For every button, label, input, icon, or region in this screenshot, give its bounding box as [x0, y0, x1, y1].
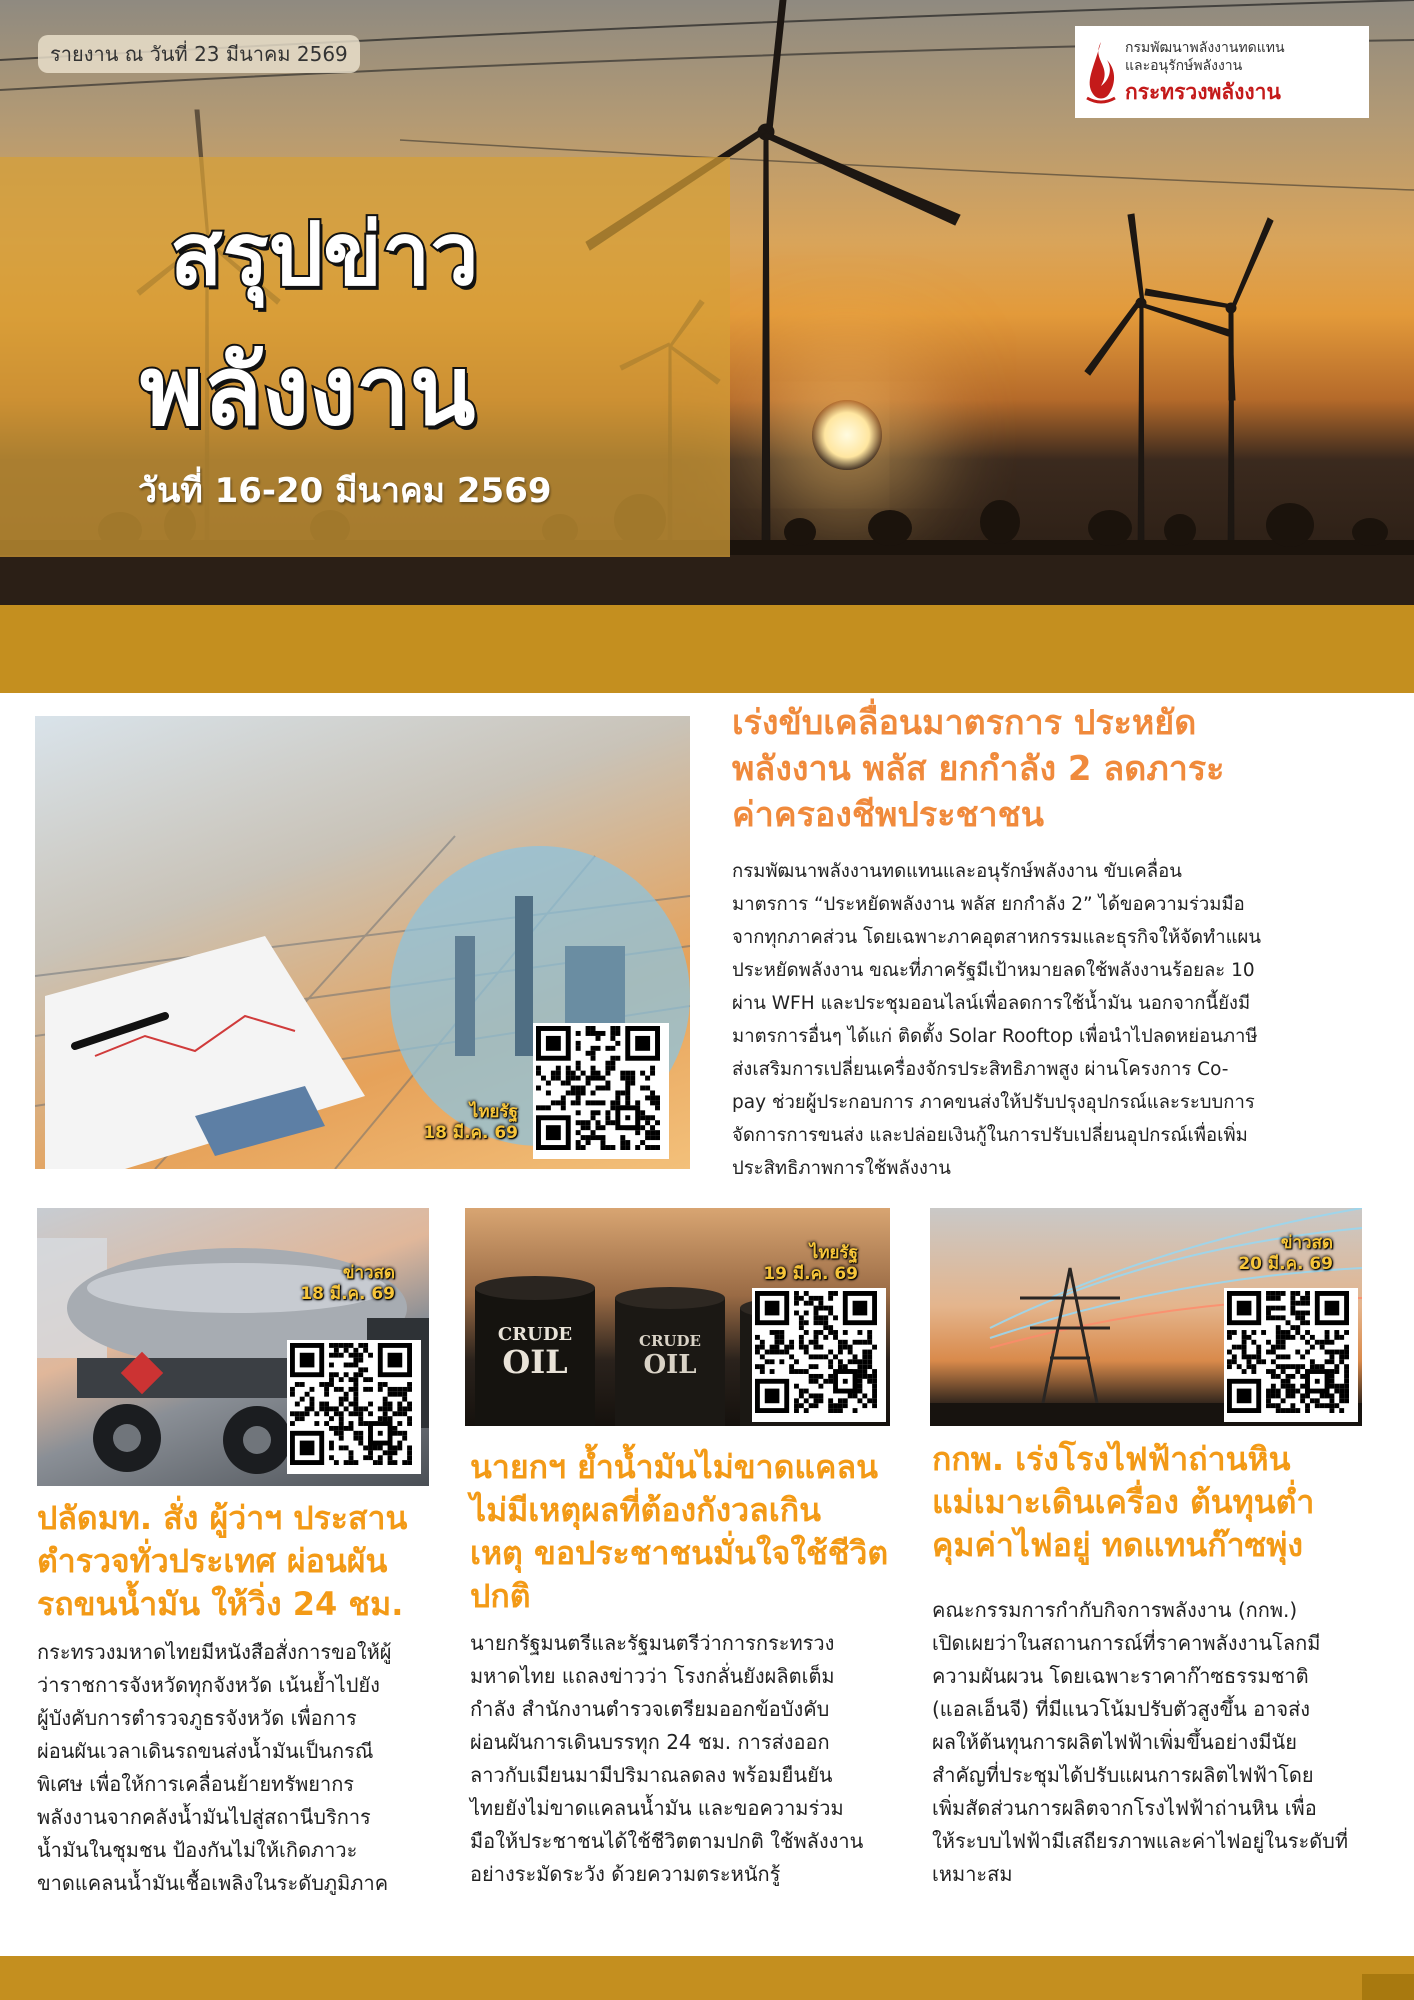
article2-headline-line: ปลัดมท. สั่ง ผู้ว่าฯ ประสาน	[37, 1499, 408, 1537]
article1-body-line: มาตรการอื่นๆ ได้แก่ ติดตั้ง Solar Rooftop เพื่อนำไปลดหย่อนภาษี	[732, 1026, 1258, 1047]
article2-source-name: ข่าวสด	[342, 1263, 395, 1283]
article1-body-line: ประหยัดพลังงาน ขณะที่ภาครัฐมีเป้าหมายลดใช้พลังงานร้อยละ 10	[732, 960, 1255, 981]
field-ground	[0, 555, 1414, 605]
article4-headline-line: คุมค่าไฟอยู่ ทดแทนก๊าซพุ่ง	[932, 1526, 1303, 1564]
flame-emblem-icon	[1083, 40, 1119, 106]
article2-body-line: ว่าราชการจังหวัดทุกจังหวัด เน้นย้ำไปยัง	[37, 1673, 380, 1697]
article1-body-line: กรมพัฒนาพลังงานทดแทนและอนุรักษ์พลังงาน ขับเคลื่อน	[732, 861, 1182, 882]
article4-body-line: (แอลเอ็นจี) ที่มีแนวโน้มปรับตัวสูงขึ้น อาจส่ง	[932, 1697, 1311, 1721]
logo-line3: กระทรวงพลังงาน	[1125, 80, 1281, 104]
article4-body-line: สำคัญที่ประชุมได้ปรับแผนการผลิตไฟฟ้าโดย	[932, 1763, 1314, 1787]
article4-body-line: ให้ระบบไฟฟ้ามีเสถียรภาพและค่าไฟอยู่ในระดับที่	[932, 1829, 1349, 1853]
article2-body	[37, 1636, 437, 1900]
article1-source-date: 18 มี.ค. 69	[423, 1123, 518, 1143]
article1-body-line: จากทุกภาคส่วน โดยเฉพาะภาคอุตสาหกรรมและธุรกิจให้จัดทำแผน	[732, 927, 1261, 948]
accent-band	[0, 605, 1414, 693]
article4-body	[932, 1594, 1362, 1891]
article4-body-line: คณะกรรมการกำกับกิจการพลังงาน (กกพ.)	[932, 1598, 1298, 1622]
article3-headline	[470, 1446, 890, 1618]
article3-qr-code[interactable]	[752, 1288, 886, 1422]
article1-body	[732, 855, 1372, 1185]
article3-body-line: มหาดไทย แถลงข่าวว่า โรงกลั่นยังผลิตเต็ม	[470, 1664, 835, 1688]
report-date-badge: รายงาน ณ วันที่ 23 มีนาคม 2569	[38, 35, 360, 73]
article4-source	[1215, 1233, 1333, 1275]
article3-body-line: ผ่อนผันการเดินบรรทุก 24 ชม. การส่งออก	[470, 1730, 830, 1754]
article1-qr-code[interactable]	[533, 1023, 669, 1159]
barrel-label: OIL	[502, 1343, 568, 1381]
logo-line1: กรมพัฒนาพลังงานทดแทน	[1125, 40, 1285, 56]
article3-source-date: 19 มี.ค. 69	[763, 1264, 858, 1284]
article2-headline-line: รถขนน้ำมัน ให้วิ่ง 24 ชม.	[37, 1585, 404, 1623]
article1-body-line: มาตรการ “ประหยัดพลังงาน พลัส ยกกำลัง 2” ได้ขอความร่วมมือ	[732, 894, 1245, 915]
footer-corner-block	[1362, 1974, 1414, 2000]
article1-body-line: ประสิทธิภาพการใช้พลังงาน	[732, 1158, 951, 1179]
article4-body-line: ผลให้ต้นทุนการผลิตไฟฟ้าเพิ่มขึ้นอย่างมีนัย	[932, 1730, 1297, 1754]
article1-body-line: ผ่าน WFH และประชุมออนไลน์เพื่อลดการใช้น้ำมัน นอกจากนี้ยังมี	[732, 993, 1251, 1014]
article3-body-line: ไทยยังไม่ขาดแคลนน้ำมัน และขอความร่วม	[470, 1796, 844, 1820]
article3-body-line: ลาวกับเมียนมามีปริมาณลดลง พร้อมยืนยัน	[470, 1763, 833, 1787]
date-range: วันที่ 16-20 มีนาคม 2569	[138, 471, 552, 511]
article3-source	[740, 1243, 858, 1285]
barrel-label: CRUDE	[639, 1332, 701, 1350]
article2-body-line: ขาดแคลนน้ำมันเชื้อเพลิงในระดับภูมิภาค	[37, 1871, 389, 1895]
article4-body-line: เพิ่มสัดส่วนการผลิตจากโรงไฟฟ้าถ่านหิน เพื่อ	[932, 1796, 1317, 1820]
qr-code-icon	[755, 1291, 877, 1413]
barrel-label: CRUDE	[497, 1324, 573, 1345]
article3-body-line: มือให้ประชาชนได้ใช้ชีวิตตามปกติ ใช้พลังงาน	[470, 1829, 864, 1853]
article3-body-line: กำลัง สำนักงานตำรวจเตรียมออกข้อบังคับ	[470, 1697, 830, 1721]
article2-body-line: น้ำมันในชุมชน ป้องกันไม่ให้เกิดภาวะ	[37, 1838, 358, 1862]
article2-qr-code[interactable]	[287, 1340, 421, 1474]
article3-source-name: ไทยรัฐ	[809, 1243, 858, 1263]
article3-body-line: อย่างระมัดระวัง ด้วยความตระหนักรู้	[470, 1862, 781, 1886]
article2-source	[280, 1263, 395, 1305]
article4-body-line: เหมาะสม	[932, 1862, 1013, 1886]
article2-body-line: พิเศษ เพื่อให้การเคลื่อนย้ายทรัพยากร	[37, 1772, 355, 1796]
article2-body-line: พลังงานจากคลังน้ำมันไปสู่สถานีบริการ	[37, 1805, 371, 1829]
article3-body	[470, 1627, 890, 1891]
page-title-line2: พลังงาน	[140, 335, 476, 447]
article1-source-name: ไทยรัฐ	[469, 1102, 518, 1122]
article3-headline-line: ปกติ	[470, 1577, 531, 1615]
article4-body-line: เปิดเผยว่าในสถานการณ์ที่ราคาพลังงานโลกมี	[932, 1631, 1321, 1655]
barrel-label: OIL	[643, 1350, 697, 1380]
article4-qr-code[interactable]	[1224, 1288, 1358, 1422]
article1-body-line: ส่งเสริมการเปลี่ยนเครื่องจักรประสิทธิภาพสูง ผ่านโครงการ Co-	[732, 1059, 1229, 1080]
article1-headline-line: พลังงาน พลัส ยกกำลัง 2 ลดภาระ	[732, 749, 1225, 789]
article2-source-date: 18 มี.ค. 69	[300, 1284, 395, 1304]
article4-body-line: ความผันผวน โดยเฉพาะราคาก๊าซธรรมชาติ	[932, 1664, 1309, 1688]
article3-headline-line: นายกฯ ย้ำน้ำมันไม่ขาดแคลน	[470, 1448, 878, 1486]
article4-headline	[932, 1438, 1362, 1567]
article4-headline-line: แม่เมาะเดินเครื่อง ต้นทุนต่ำ	[932, 1483, 1315, 1521]
article3-headline-line: ไม่มีเหตุผลที่ต้องกังวลเกิน	[470, 1491, 821, 1529]
qr-code-icon	[1227, 1291, 1349, 1413]
article1-headline-line: ค่าครองชีพประชาชน	[732, 795, 1044, 835]
article3-body-line: นายกรัฐมนตรีและรัฐมนตรีว่าการกระทรวง	[470, 1631, 835, 1655]
footer-band	[0, 1956, 1414, 2000]
article3-headline-line: เหตุ ขอประชาชนมั่นใจใช้ชีวิต	[470, 1534, 889, 1572]
article4-headline-line: กกพ. เร่งโรงไฟฟ้าถ่านหิน	[932, 1440, 1291, 1478]
ministry-logo	[1075, 26, 1369, 118]
article1-source	[400, 1102, 518, 1144]
logo-line2: และอนุรักษ์พลังงาน	[1125, 58, 1243, 74]
article2-body-line: ผู้บังคับการตำรวจภูธรจังหวัด เพื่อการ	[37, 1706, 357, 1730]
hero-banner	[0, 0, 1414, 605]
article1-body-line: จัดการการขนส่ง และปล่อยเงินกู้ในการปรับเปลี่ยนอุปกรณ์เพื่อเพิ่ม	[732, 1125, 1248, 1146]
article2-body-line: กระทรวงมหาดไทยมีหนังสือสั่งการขอให้ผู้	[37, 1640, 392, 1664]
article2-body-line: ผ่อนผันเวลาเดินรถขนส่งน้ำมันเป็นกรณี	[37, 1739, 374, 1763]
article1-headline	[732, 700, 1372, 838]
article1-headline-line: เร่งขับเคลื่อนมาตรการ ประหยัด	[732, 703, 1197, 743]
page-title-line1: สรุปข่าว	[170, 205, 479, 305]
qr-code-icon	[536, 1026, 660, 1150]
article2-headline-line: ตำรวจทั่วประเทศ ผ่อนผัน	[37, 1542, 388, 1580]
article4-source-date: 20 มี.ค. 69	[1238, 1254, 1333, 1274]
article2-headline	[37, 1497, 437, 1626]
article1-body-line: pay ช่วยผู้ประกอบการ ภาคขนส่งให้ปรับปรุงอุปกรณ์และระบบการ	[732, 1092, 1255, 1113]
qr-code-icon	[290, 1343, 412, 1465]
article4-source-name: ข่าวสด	[1280, 1233, 1333, 1253]
